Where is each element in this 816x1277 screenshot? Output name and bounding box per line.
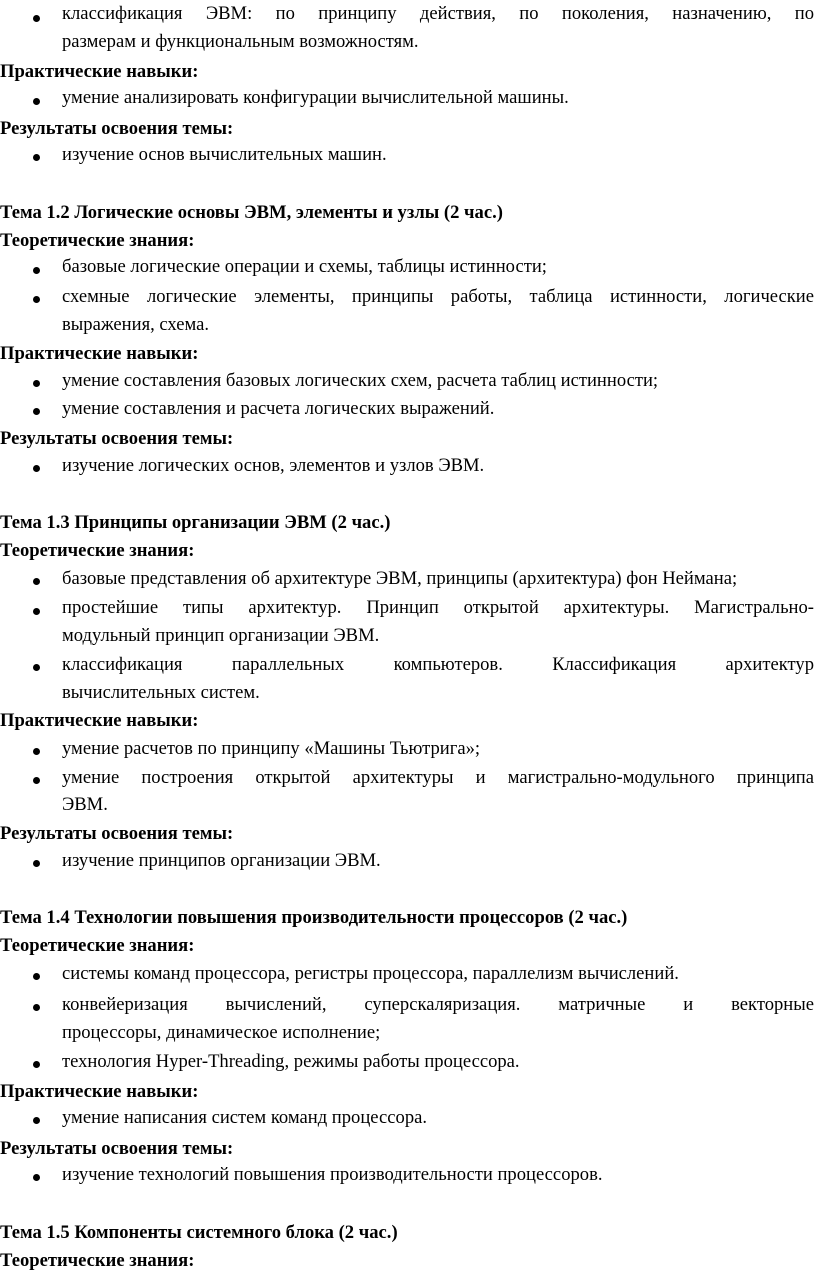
list-item-text: умение анализировать конфигурации вычислительной машины.	[62, 87, 569, 108]
list-item-text: классификация параллельных компьютеров. Классификация архитектур	[62, 654, 814, 675]
bullet-icon	[33, 777, 40, 784]
list-item-text: выражения, схема.	[62, 314, 210, 335]
list-item-text: умение составления и расчета логических выражений.	[62, 398, 495, 419]
section-heading: Теоретические знания:	[0, 1250, 195, 1271]
section-heading: Результаты освоения темы:	[0, 823, 234, 844]
list-item-text: изучение принципов организации ЭВМ.	[62, 850, 381, 871]
section-heading: Практические навыки:	[0, 710, 199, 731]
topic-title: Тема 1.2 Логические основы ЭВМ, элементы и узлы (2 час.)	[0, 202, 503, 223]
list-item-text: технология Hyper-Threading, режимы работы процессора.	[62, 1051, 520, 1072]
bullet-icon	[33, 296, 40, 303]
section-heading: Результаты освоения темы:	[0, 1138, 234, 1159]
bullet-icon	[33, 380, 40, 387]
bullet-icon	[33, 15, 40, 22]
section-heading: Практические навыки:	[0, 1081, 199, 1102]
topic-title: Тема 1.3 Принципы организации ЭВМ (2 час.)	[0, 512, 391, 533]
list-item-text: процессоры, динамическое исполнение;	[62, 1022, 381, 1043]
list-item-text: вычислительных систем.	[62, 682, 260, 703]
list-item-text: конвейеризация вычислений, суперскаляризация. матричные и векторные	[62, 994, 814, 1015]
section-heading: Практические навыки:	[0, 343, 199, 364]
section-heading: Теоретические знания:	[0, 230, 195, 251]
list-item-text: базовые представления об архитектуре ЭВМ, принципы (архитектура) фон Неймана;	[62, 568, 738, 589]
bullet-icon	[33, 408, 40, 415]
list-item-text: ЭВМ.	[62, 794, 108, 815]
topic-title: Тема 1.4 Технологии повышения производительности процессоров (2 час.)	[0, 907, 628, 928]
list-item-text: изучение технологий повышения производительности процессоров.	[62, 1164, 603, 1185]
bullet-icon	[33, 1117, 40, 1124]
bullet-icon	[33, 1004, 40, 1011]
section-heading: Теоретические знания:	[0, 540, 195, 561]
topic-title: Тема 1.5 Компоненты системного блока (2 час.)	[0, 1222, 398, 1243]
bullet-icon	[33, 664, 40, 671]
bullet-icon	[33, 860, 40, 867]
list-item-text: изучение логических основ, элементов и узлов ЭВМ.	[62, 455, 485, 476]
bullet-icon	[33, 1174, 40, 1181]
bullet-icon	[33, 98, 40, 105]
bullet-icon	[33, 154, 40, 161]
section-heading: Результаты освоения темы:	[0, 428, 234, 449]
bullet-icon	[33, 465, 40, 472]
bullet-icon	[33, 578, 40, 585]
list-item-text: классификация ЭВМ: по принципу действия, по поколения, назначению, по	[62, 3, 814, 24]
list-item-text: базовые логические операции и схемы, таблицы истинности;	[62, 256, 547, 277]
bullet-icon	[33, 1061, 40, 1068]
list-item-text: умение составления базовых логических схем, расчета таблиц истинности;	[62, 370, 659, 391]
section-heading: Результаты освоения темы:	[0, 118, 234, 139]
list-item-text: умение написания систем команд процессора.	[62, 1107, 428, 1128]
list-item-text: простейшие типы архитектур. Принцип открытой архитектуры. Магистрально-	[62, 597, 814, 618]
list-item-text: модульный принцип организации ЭВМ.	[62, 625, 380, 646]
list-item-text: размерам и функциональным возможностям.	[62, 31, 419, 52]
list-item-text: умение построения открытой архитектуры и магистрально-модульного принципа	[62, 767, 814, 788]
list-item-text: схемные логические элементы, принципы работы, таблица истинности, логические	[62, 286, 814, 307]
section-heading: Практические навыки:	[0, 61, 199, 82]
list-item-text: изучение основ вычислительных машин.	[62, 144, 387, 165]
section-heading: Теоретические знания:	[0, 935, 195, 956]
bullet-icon	[33, 748, 40, 755]
list-item-text: системы команд процессора, регистры процессора, параллелизм вычислений.	[62, 963, 679, 984]
list-item-text: умение расчетов по принципу «Машины Тьютрига»;	[62, 738, 481, 759]
bullet-icon	[33, 973, 40, 980]
bullet-icon	[33, 267, 40, 274]
bullet-icon	[33, 608, 40, 615]
